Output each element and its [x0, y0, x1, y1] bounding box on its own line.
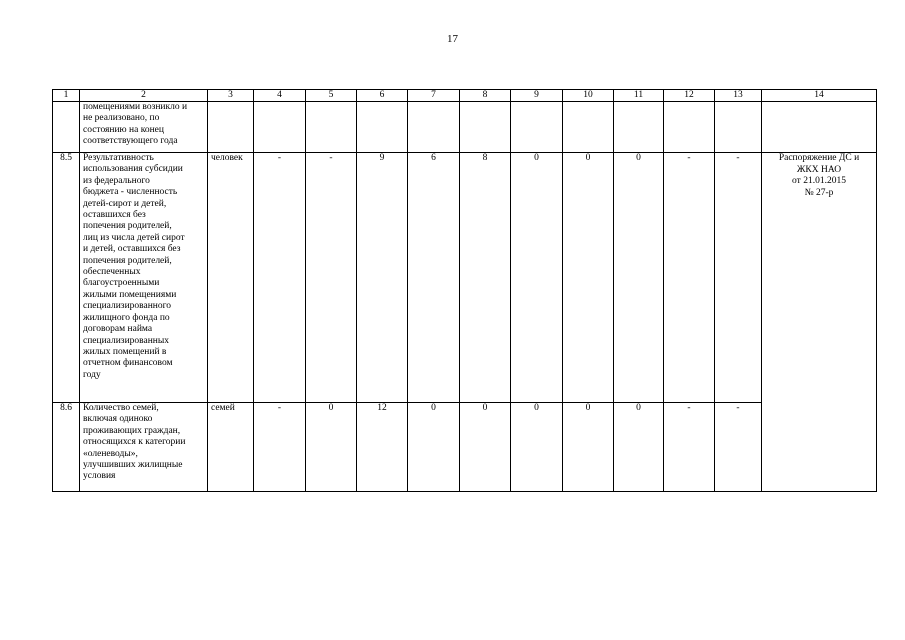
header-cell: 10: [563, 90, 614, 102]
header-cell: 11: [614, 90, 664, 102]
value-cell: 0: [563, 403, 614, 492]
unit-cell: человек: [208, 153, 254, 403]
header-cell: 5: [306, 90, 357, 102]
value-cell: 0: [563, 153, 614, 403]
page-number: 17: [447, 33, 458, 45]
header-cell: 6: [357, 90, 408, 102]
value-cell: -: [254, 403, 306, 492]
value-cell: 0: [511, 403, 563, 492]
value-cell: 0: [511, 153, 563, 403]
header-cell: 4: [254, 90, 306, 102]
value-cell: 0: [460, 403, 511, 492]
value-cell: 0: [306, 403, 357, 492]
value-cell: -: [664, 153, 715, 403]
table-row: [53, 153, 877, 403]
value-cell: 9: [357, 153, 408, 403]
source-document-cell: Распоряжение ДС и ЖКХ НАО от 21.01.2015 № 27-р: [762, 153, 877, 492]
unit-cell: семей: [208, 403, 254, 492]
value-cell: 8: [460, 153, 511, 403]
value-cell: 6: [408, 153, 460, 403]
header-cell: 14: [762, 90, 877, 102]
value-cell: -: [254, 153, 306, 403]
header-cell: 8: [460, 90, 511, 102]
row-number: 8.6: [53, 403, 80, 492]
continuation-row: [53, 102, 877, 153]
header-cell: 9: [511, 90, 563, 102]
value-cell: 0: [614, 403, 664, 492]
header-cell: 12: [664, 90, 715, 102]
continuation-text: помещениями возникло и не реализовано, по состоянию на конец соответствующего года: [80, 102, 208, 153]
value-cell: 0: [408, 403, 460, 492]
header-cell: 1: [53, 90, 80, 102]
value-cell: 12: [357, 403, 408, 492]
header-cell: 3: [208, 90, 254, 102]
indicator-name: Результативность использования субсидии из федерального бюджета - численность детей-сирот и детей, оставшихся без попечения родителей, лиц из числа детей сирот и детей, оставшихся без попечения родителей, обеспеченных благоустроенными жилыми помещениями специализированного жилищного фонда по договорам найма специализированных жилых помещений в отчетном финансовом году: [80, 153, 208, 403]
value-cell: -: [715, 153, 762, 403]
value-cell: -: [306, 153, 357, 403]
header-cell: 2: [80, 90, 208, 102]
indicator-name: Количество семей, включая одиноко проживающих граждан, относящихся к категории «оленеводы», улучшивших жилищные условия: [80, 403, 208, 492]
value-cell: 0: [614, 153, 664, 403]
header-row: [53, 90, 877, 102]
table-row: [53, 403, 877, 492]
row-number: 8.5: [53, 153, 80, 403]
indicators-table: [52, 89, 877, 492]
value-cell: -: [715, 403, 762, 492]
value-cell: -: [664, 403, 715, 492]
header-cell: 7: [408, 90, 460, 102]
header-cell: 13: [715, 90, 762, 102]
